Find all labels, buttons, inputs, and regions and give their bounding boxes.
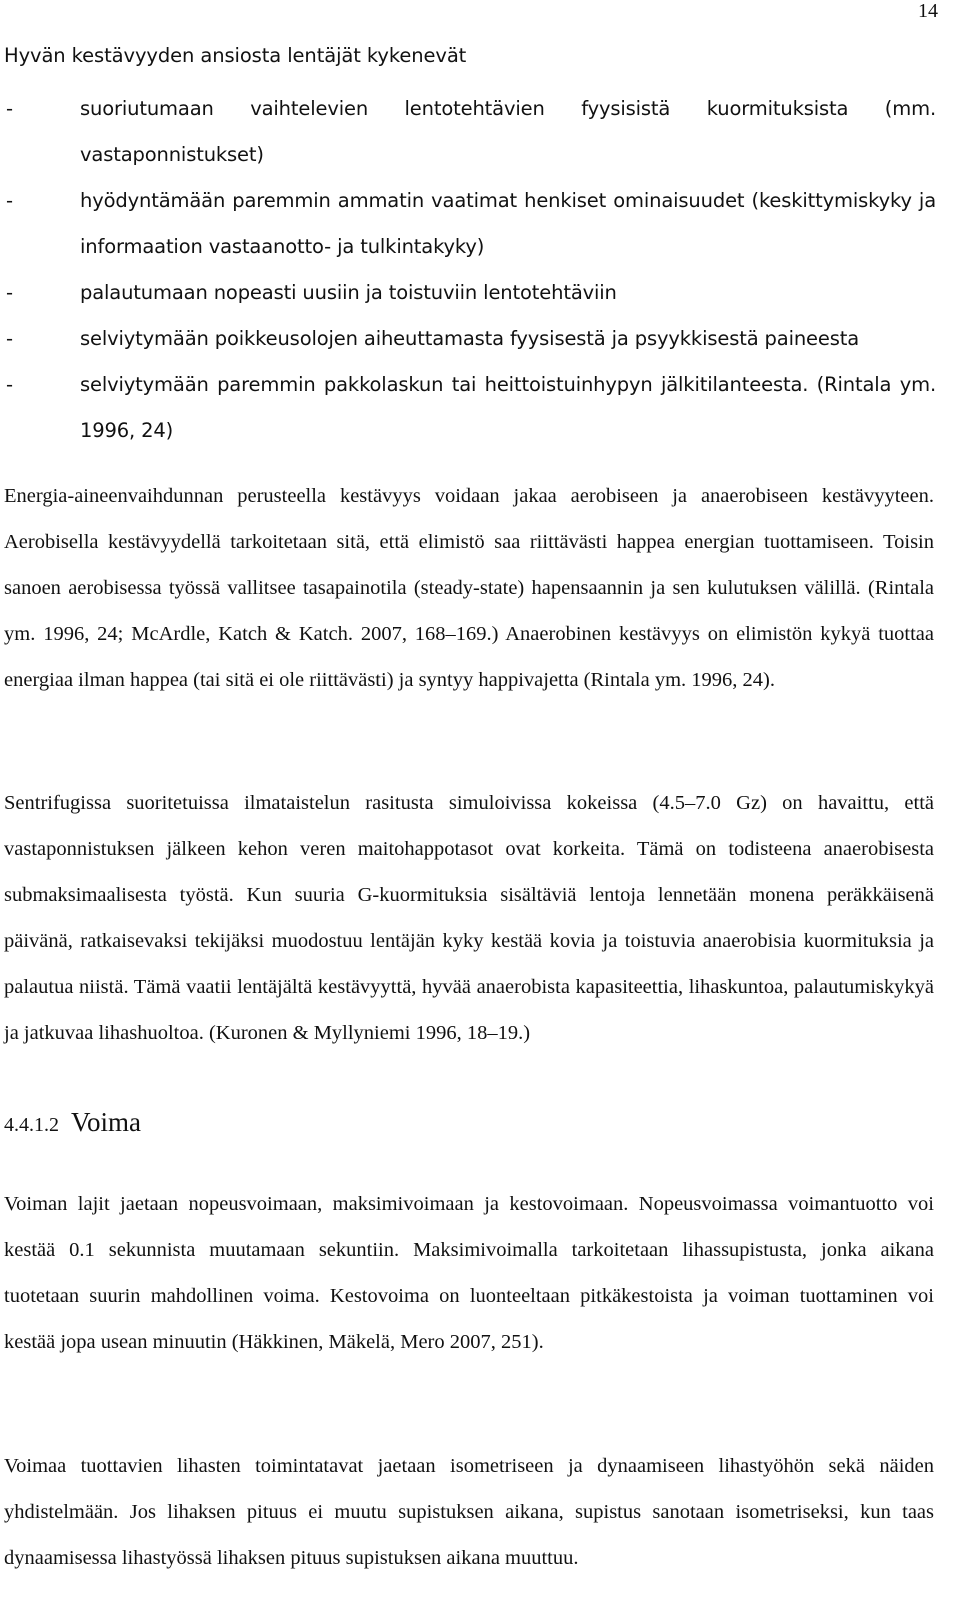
- list-item: [0, 270, 936, 316]
- bullet-dash: -: [6, 281, 13, 304]
- page-number: 14: [918, 0, 938, 22]
- bullet-dash: -: [6, 327, 13, 350]
- bullet-dash: -: [6, 373, 13, 396]
- list-item-text: hyödyntämään paremmin ammatin vaatimat henkiset ominaisuudet (keskittymiskyky ja informaation vastaanotto- ja tulkintakyky): [80, 189, 936, 258]
- bullet-dash: -: [6, 189, 13, 212]
- list-item: [0, 362, 936, 454]
- list-item: [0, 86, 936, 178]
- list-item-text: selviytymään paremmin pakkolaskun tai heittoistuinhypyn jälkitilanteesta. (Rintala ym. 1996, 24): [80, 373, 936, 442]
- list-item-text: palautumaan nopeasti uusiin ja toistuviin lentotehtäviin: [80, 281, 617, 304]
- paragraph-muscle-work: Voimaa tuottavien lihasten toimintatavat jaetaan isometriseen ja dynaamiseen lihastyöhön sekä näiden yhdistelmään. Jos lihaksen pituus ei muutu supistuksen aikana, supistus sanotaan isometriseksi, kun taas dynaamisessa lihastyössä lihaksen pituus supistuksen aikana muuttuu.: [4, 1455, 934, 1569]
- paragraph-strength-types: Voiman lajit jaetaan nopeusvoimaan, maksimivoimaan ja kestovoimaan. Nopeusvoimassa voimantuotto voi kestää 0.1 sekunnista muutamaan sekuntiin. Maksimivoimalla tarkoitetaan lihassupistusta, jonka aikana tuotetaan suurin mahdollinen voima. Kestovoima on luonteeltaan pitkäkestoista ja voiman tuottaminen voi kestää jopa usean minuutin (Häkkinen, Mäkelä, Mero 2007, 251).: [4, 1193, 934, 1353]
- bullet-list: [0, 86, 936, 454]
- bullet-dash: -: [6, 97, 13, 120]
- paragraph-energy-metabolism: Energia-aineenvaihdunnan perusteella kestävyys voidaan jakaa aerobiseen ja anaerobiseen kestävyyteen. Aerobisella kestävyydellä tarkoitetaan sitä, että elimistö saa riittävästi happea energian tuottamiseen. Toisin sanoen aerobisessa työssä vallitsee tasapainotila (steady-state) hapensaannin ja sen kulutuksen välillä. (Rintala ym. 1996, 24; McArdle, Katch & Katch. 2007, 168–169.) Anaerobinen kestävyys on elimistön kykyä tuottaa energiaa ilman happea (tai sitä ei ole riittävästi) ja syntyy happivajetta (Rintala ym. 1996, 24).: [4, 485, 934, 691]
- section-heading: [4, 1107, 141, 1138]
- section-number: 4.4.1.2: [4, 1114, 59, 1136]
- paragraph-centrifuge: Sentrifugissa suoritetuissa ilmataistelun rasitusta simuloivissa kokeissa (4.5–7.0 Gz) on havaittu, että vastaponnistuksen jälkeen kehon veren maitohappotasot ovat korkeita. Tämä on todisteena anaerobisesta submaksimaalisesta työstä. Kun suuria G-kuormituksia sisältäviä lentoja lennetään monena peräkkäisenä päivänä, ratkaisevaksi tekijäksi muodostuu lentäjän kyky kestää kovia ja toistuvia anaerobisia kuormituksia ja palautua niistä. Tämä vaatii lentäjältä kestävyyttä, hyvää anaerobista kapasiteettia, lihaskuntoa, palautumiskykyä ja jatkuvaa lihashuoltoa. (Kuronen & Myllyniemi 1996, 18–19.): [4, 792, 934, 1044]
- list-item-text: suoriutumaan vaihtelevien lentotehtävien fyysisistä kuormituksista (mm. vastaponnistukset): [80, 97, 936, 166]
- intro-line: Hyvän kestävyyden ansiosta lentäjät kykenevät: [4, 44, 467, 67]
- section-title: Voima: [71, 1107, 142, 1137]
- list-item: [0, 178, 936, 270]
- list-item-text: selviytymään poikkeusolojen aiheuttamasta fyysisestä ja psyykkisestä paineesta: [80, 327, 860, 350]
- list-item: [0, 316, 936, 362]
